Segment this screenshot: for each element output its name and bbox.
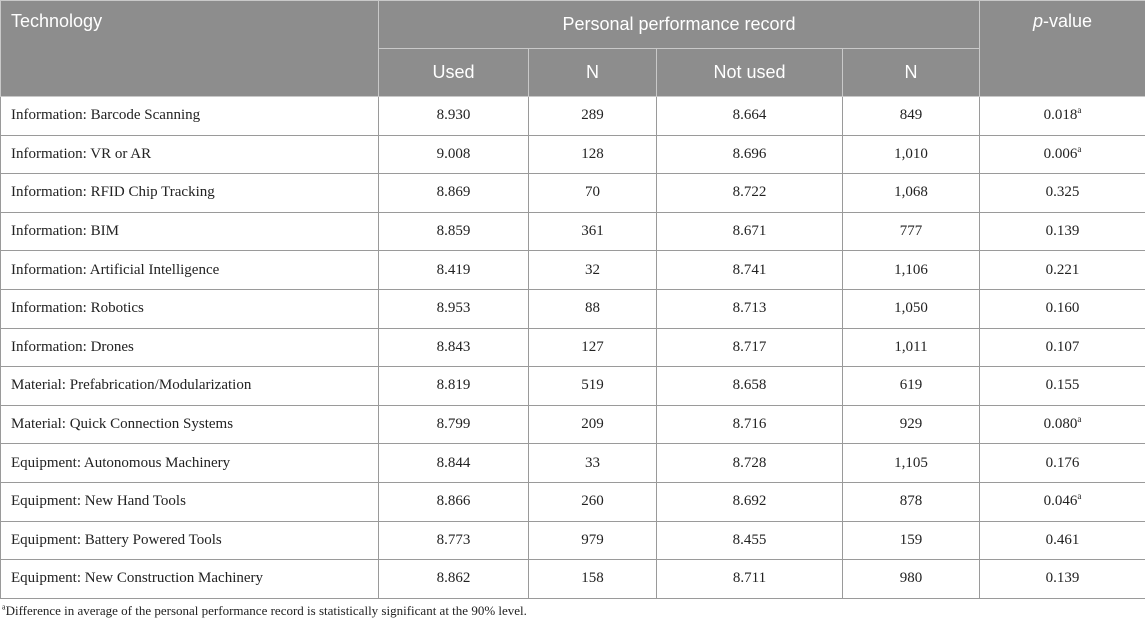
table-body bbox=[1, 97, 1145, 599]
cell-not-used-text: 8.713 bbox=[732, 300, 767, 317]
significance-mark: a bbox=[1077, 414, 1082, 425]
cell-p-value-text: 0.325 bbox=[1045, 184, 1080, 201]
table-row bbox=[1, 97, 1145, 136]
cell-technology-text: Information: VR or AR bbox=[11, 145, 152, 162]
header-technology: Technology bbox=[1, 1, 379, 97]
cell-not-used bbox=[657, 405, 843, 444]
cell-n-used bbox=[529, 212, 657, 251]
cell-n-not-used bbox=[843, 289, 980, 328]
cell-not-used-text: 8.716 bbox=[732, 416, 767, 433]
cell-not-used-text: 8.664 bbox=[732, 107, 767, 124]
cell-not-used bbox=[657, 521, 843, 560]
cell-n-used-text: 32 bbox=[585, 261, 600, 278]
cell-not-used-text: 8.728 bbox=[732, 454, 767, 471]
cell-technology-text: Equipment: Battery Powered Tools bbox=[11, 531, 222, 548]
header-p-value-italic: p bbox=[1032, 11, 1043, 31]
table-row bbox=[1, 444, 1145, 483]
cell-not-used bbox=[657, 174, 843, 213]
cell-technology bbox=[1, 251, 379, 290]
table-header bbox=[1, 1, 1145, 97]
cell-not-used-text: 8.658 bbox=[732, 377, 767, 394]
cell-n-used bbox=[529, 560, 657, 599]
cell-n-used-text: 260 bbox=[581, 493, 604, 510]
cell-used-text: 9.008 bbox=[436, 145, 471, 162]
cell-p-value bbox=[980, 251, 1145, 290]
table-row bbox=[1, 521, 1145, 560]
cell-p-value-text: 0.006 bbox=[1043, 145, 1078, 162]
cell-not-used bbox=[657, 367, 843, 406]
cell-used-text: 8.930 bbox=[436, 107, 471, 124]
cell-technology bbox=[1, 97, 379, 136]
cell-n-used-text: 519 bbox=[581, 377, 604, 394]
cell-used bbox=[379, 405, 529, 444]
cell-used bbox=[379, 560, 529, 599]
cell-p-value bbox=[980, 174, 1145, 213]
cell-technology-text: Information: Artificial Intelligence bbox=[11, 261, 220, 278]
cell-p-value bbox=[980, 289, 1145, 328]
cell-n-used bbox=[529, 521, 657, 560]
cell-n-not-used-text: 929 bbox=[899, 416, 923, 433]
cell-n-not-used-text: 619 bbox=[899, 377, 923, 394]
cell-used-text: 8.869 bbox=[436, 184, 471, 201]
cell-n-used-text: 158 bbox=[581, 570, 604, 587]
cell-n-not-used bbox=[843, 444, 980, 483]
cell-n-not-used bbox=[843, 251, 980, 290]
cell-n-not-used-text: 1,105 bbox=[894, 454, 928, 471]
cell-used-text: 8.773 bbox=[436, 531, 471, 548]
cell-n-used bbox=[529, 405, 657, 444]
header-not-used: Not used bbox=[657, 49, 843, 97]
cell-n-not-used bbox=[843, 521, 980, 560]
cell-used-text: 8.844 bbox=[436, 454, 471, 471]
table-row bbox=[1, 482, 1145, 521]
cell-not-used bbox=[657, 135, 843, 174]
cell-p-value-text: 0.176 bbox=[1045, 454, 1080, 471]
significance-mark: a bbox=[1077, 105, 1082, 116]
cell-p-value-text: 0.461 bbox=[1045, 531, 1080, 548]
cell-n-not-used-text: 980 bbox=[899, 570, 923, 587]
cell-not-used bbox=[657, 328, 843, 367]
header-p-value-rest: -value bbox=[1042, 11, 1093, 31]
cell-p-value-text: 0.139 bbox=[1045, 570, 1080, 587]
table-row bbox=[1, 135, 1145, 174]
cell-technology-text: Equipment: Autonomous Machinery bbox=[11, 454, 231, 471]
cell-technology-text: Information: BIM bbox=[11, 223, 119, 240]
cell-not-used-text: 8.692 bbox=[732, 493, 767, 510]
cell-not-used-text: 8.455 bbox=[732, 531, 767, 548]
header-personal-performance-record: Personal performance record bbox=[379, 1, 980, 49]
cell-technology bbox=[1, 135, 379, 174]
cell-n-used bbox=[529, 97, 657, 136]
cell-n-not-used bbox=[843, 97, 980, 136]
cell-used bbox=[379, 174, 529, 213]
cell-technology bbox=[1, 405, 379, 444]
cell-not-used bbox=[657, 560, 843, 599]
cell-technology bbox=[1, 367, 379, 406]
cell-not-used-text: 8.671 bbox=[732, 223, 767, 240]
cell-n-not-used-text: 878 bbox=[899, 493, 923, 510]
cell-technology-text: Equipment: New Construction Machinery bbox=[11, 570, 264, 587]
cell-n-used bbox=[529, 444, 657, 483]
cell-used bbox=[379, 367, 529, 406]
significance-mark: a bbox=[1077, 143, 1082, 154]
cell-technology-text: Information: Barcode Scanning bbox=[11, 107, 201, 124]
cell-n-not-used-text: 1,011 bbox=[894, 338, 928, 355]
cell-p-value bbox=[980, 405, 1145, 444]
cell-p-value-text: 0.107 bbox=[1045, 338, 1080, 355]
cell-n-used-text: 209 bbox=[581, 416, 604, 433]
cell-used-text: 8.819 bbox=[436, 377, 471, 394]
cell-not-used-text: 8.717 bbox=[732, 338, 767, 355]
cell-p-value bbox=[980, 482, 1145, 521]
cell-n-not-used-text: 159 bbox=[899, 531, 923, 548]
cell-p-value-text: 0.046 bbox=[1043, 493, 1078, 510]
cell-not-used-text: 8.711 bbox=[732, 570, 767, 587]
cell-p-value bbox=[980, 521, 1145, 560]
cell-used-text: 8.799 bbox=[436, 416, 471, 433]
cell-p-value-text: 0.160 bbox=[1045, 300, 1080, 317]
cell-n-used bbox=[529, 289, 657, 328]
cell-used bbox=[379, 135, 529, 174]
cell-technology bbox=[1, 212, 379, 251]
cell-n-not-used bbox=[843, 482, 980, 521]
cell-n-not-used-text: 849 bbox=[899, 107, 923, 124]
significance-mark: a bbox=[1077, 491, 1082, 502]
cell-n-used-text: 979 bbox=[581, 531, 604, 548]
table-footnote bbox=[2, 603, 527, 619]
cell-p-value-text: 0.018 bbox=[1043, 107, 1078, 124]
cell-p-value-text: 0.155 bbox=[1045, 377, 1080, 394]
header-used: Used bbox=[379, 49, 529, 97]
cell-n-not-used bbox=[843, 560, 980, 599]
cell-used-text: 8.866 bbox=[436, 493, 471, 510]
cell-used-text: 8.862 bbox=[436, 570, 471, 587]
table-row bbox=[1, 251, 1145, 290]
cell-p-value bbox=[980, 97, 1145, 136]
cell-used bbox=[379, 521, 529, 560]
cell-technology-text: Material: Prefabrication/Modularization bbox=[11, 377, 252, 394]
cell-technology-text: Information: Robotics bbox=[11, 300, 144, 317]
cell-not-used-text: 8.722 bbox=[732, 184, 767, 201]
cell-technology bbox=[1, 289, 379, 328]
cell-n-used bbox=[529, 367, 657, 406]
table-row bbox=[1, 405, 1145, 444]
cell-p-value bbox=[980, 135, 1145, 174]
cell-p-value-text: 0.080 bbox=[1043, 416, 1078, 433]
table-row bbox=[1, 367, 1145, 406]
cell-p-value-text: 0.221 bbox=[1045, 261, 1080, 278]
cell-p-value-text: 0.139 bbox=[1045, 223, 1080, 240]
cell-n-not-used-text: 777 bbox=[899, 223, 923, 240]
cell-not-used bbox=[657, 482, 843, 521]
cell-used bbox=[379, 97, 529, 136]
cell-technology bbox=[1, 560, 379, 599]
cell-technology-text: Material: Quick Connection Systems bbox=[11, 416, 234, 433]
cell-not-used bbox=[657, 97, 843, 136]
cell-n-not-used-text: 1,010 bbox=[894, 145, 928, 162]
cell-n-used bbox=[529, 482, 657, 521]
table-row bbox=[1, 560, 1145, 599]
cell-p-value bbox=[980, 560, 1145, 599]
cell-not-used bbox=[657, 444, 843, 483]
cell-used-text: 8.419 bbox=[436, 261, 471, 278]
cell-n-not-used bbox=[843, 174, 980, 213]
cell-not-used bbox=[657, 251, 843, 290]
cell-n-used bbox=[529, 251, 657, 290]
header-p-value bbox=[980, 1, 1145, 97]
table-row bbox=[1, 328, 1145, 367]
cell-technology-text: Equipment: New Hand Tools bbox=[11, 493, 186, 510]
cell-p-value bbox=[980, 328, 1145, 367]
cell-n-used-text: 70 bbox=[585, 184, 600, 201]
cell-used-text: 8.843 bbox=[436, 338, 471, 355]
cell-n-not-used bbox=[843, 135, 980, 174]
cell-technology bbox=[1, 328, 379, 367]
cell-not-used-text: 8.696 bbox=[732, 145, 767, 162]
cell-technology bbox=[1, 444, 379, 483]
header-n-not-used: N bbox=[843, 49, 980, 97]
table-row bbox=[1, 289, 1145, 328]
cell-n-used bbox=[529, 174, 657, 213]
cell-technology bbox=[1, 482, 379, 521]
cell-n-not-used bbox=[843, 367, 980, 406]
cell-not-used bbox=[657, 289, 843, 328]
cell-n-used-text: 88 bbox=[585, 300, 600, 317]
header-n-used: N bbox=[529, 49, 657, 97]
cell-n-used-text: 127 bbox=[581, 338, 604, 355]
cell-technology bbox=[1, 174, 379, 213]
cell-used bbox=[379, 251, 529, 290]
cell-used-text: 8.953 bbox=[436, 300, 471, 317]
cell-n-not-used bbox=[843, 405, 980, 444]
cell-used bbox=[379, 482, 529, 521]
cell-p-value bbox=[980, 212, 1145, 251]
cell-p-value bbox=[980, 367, 1145, 406]
cell-used bbox=[379, 212, 529, 251]
cell-not-used bbox=[657, 212, 843, 251]
table-row bbox=[1, 174, 1145, 213]
footnote-text: Difference in average of the personal performance record is statistically significant at the 90% level. bbox=[5, 603, 527, 618]
cell-n-used bbox=[529, 328, 657, 367]
cell-n-used-text: 128 bbox=[581, 145, 604, 162]
cell-n-not-used-text: 1,068 bbox=[894, 184, 928, 201]
cell-not-used-text: 8.741 bbox=[732, 261, 767, 278]
cell-n-used-text: 33 bbox=[585, 454, 600, 471]
cell-technology-text: Information: Drones bbox=[11, 338, 134, 355]
cell-n-not-used bbox=[843, 328, 980, 367]
cell-used bbox=[379, 289, 529, 328]
cell-technology-text: Information: RFID Chip Tracking bbox=[11, 184, 215, 201]
cell-n-used bbox=[529, 135, 657, 174]
cell-n-used-text: 361 bbox=[581, 223, 604, 240]
cell-n-not-used-text: 1,106 bbox=[894, 261, 928, 278]
cell-n-used-text: 289 bbox=[581, 107, 604, 124]
cell-used-text: 8.859 bbox=[436, 223, 471, 240]
cell-p-value bbox=[980, 444, 1145, 483]
footnote-mark: a bbox=[2, 602, 6, 612]
cell-used bbox=[379, 328, 529, 367]
cell-n-not-used bbox=[843, 212, 980, 251]
cell-technology bbox=[1, 521, 379, 560]
cell-n-not-used-text: 1,050 bbox=[894, 300, 928, 317]
cell-used bbox=[379, 444, 529, 483]
table-row bbox=[1, 212, 1145, 251]
